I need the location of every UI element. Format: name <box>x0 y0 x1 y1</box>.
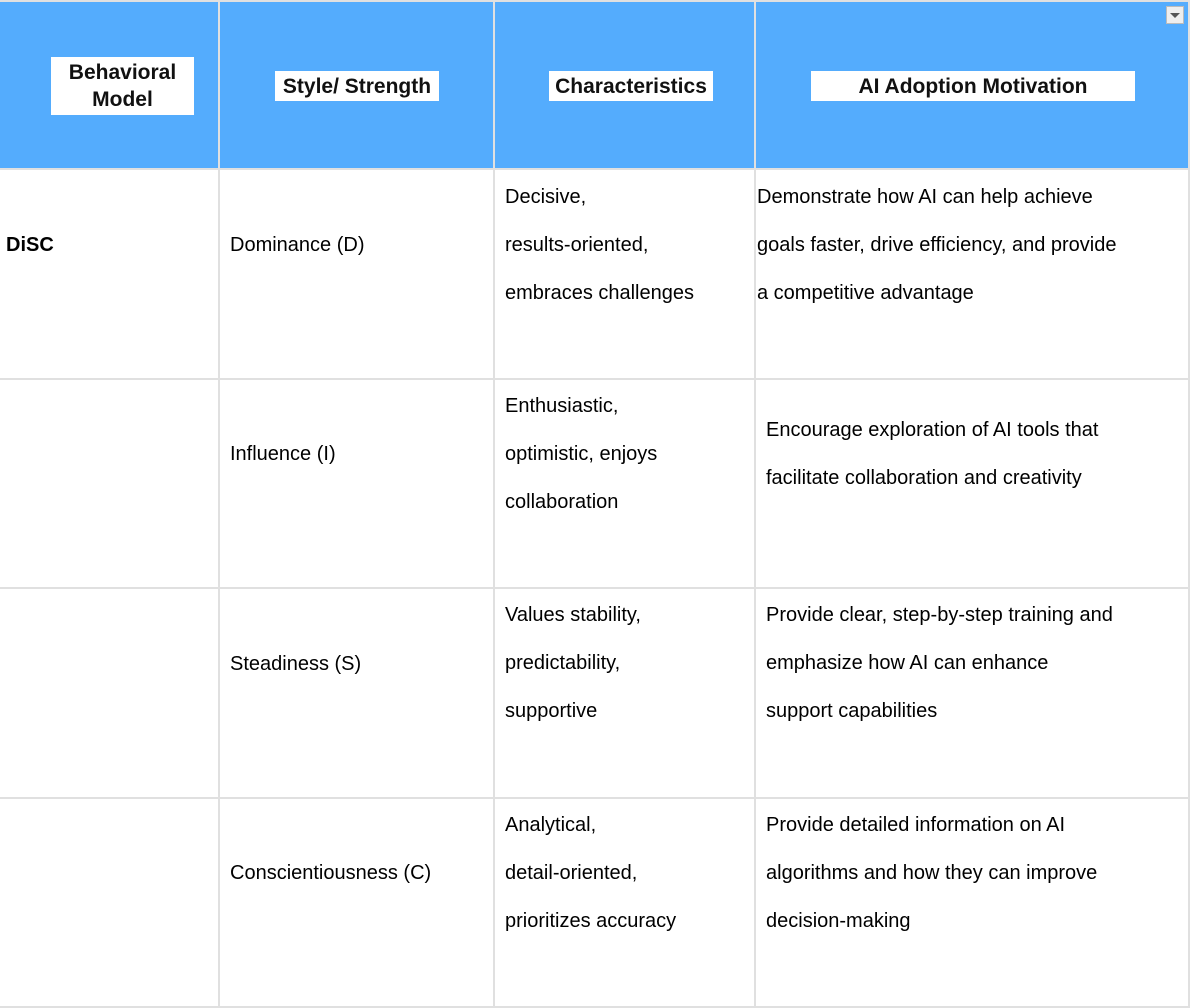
header-behavioral-model[interactable]: Behavioral Model <box>51 57 194 115</box>
cell-style[interactable]: Conscientiousness (C) <box>230 862 432 884</box>
cell-model[interactable]: DiSC <box>6 234 54 256</box>
cell-motivation[interactable]: Encourage exploration of AI tools that facilitate collaboration and creativity <box>766 419 1099 489</box>
grid-line <box>0 0 1190 2</box>
grid-line <box>0 168 1190 170</box>
cell-motivation[interactable]: Provide clear, step-by-step training and emphasize how AI can enhance support capabilities <box>766 604 1113 722</box>
header-style-strength[interactable]: Style/ Strength <box>275 71 439 101</box>
filter-dropdown-icon[interactable] <box>1166 6 1184 24</box>
grid-line <box>0 797 1190 799</box>
grid-line <box>493 0 495 1008</box>
grid-line <box>754 0 756 1008</box>
header-ai-adoption-motivation[interactable]: AI Adoption Motivation <box>811 71 1135 101</box>
cell-characteristics[interactable]: Decisive, results-oriented, embraces challenges <box>505 186 694 304</box>
cell-style[interactable]: Steadiness (S) <box>230 653 362 675</box>
header-characteristics[interactable]: Characteristics <box>549 71 713 101</box>
cell-characteristics[interactable]: Enthusiastic, optimistic, enjoys collaboration <box>505 395 658 513</box>
cell-style[interactable]: Influence (I) <box>230 443 336 465</box>
cell-motivation[interactable]: Demonstrate how AI can help achieve goals faster, drive efficiency, and provide a competitive advantage <box>757 186 1117 304</box>
cell-motivation[interactable]: Provide detailed information on AI algorithms and how they can improve decision-making <box>766 814 1098 932</box>
grid-line <box>0 378 1190 380</box>
cell-characteristics[interactable]: Analytical, detail-oriented, prioritizes accuracy <box>505 814 677 932</box>
cell-characteristics[interactable]: Values stability, predictability, supportive <box>505 604 641 722</box>
grid-line <box>218 0 220 1008</box>
cell-style[interactable]: Dominance (D) <box>230 234 365 256</box>
grid-line <box>0 587 1190 589</box>
